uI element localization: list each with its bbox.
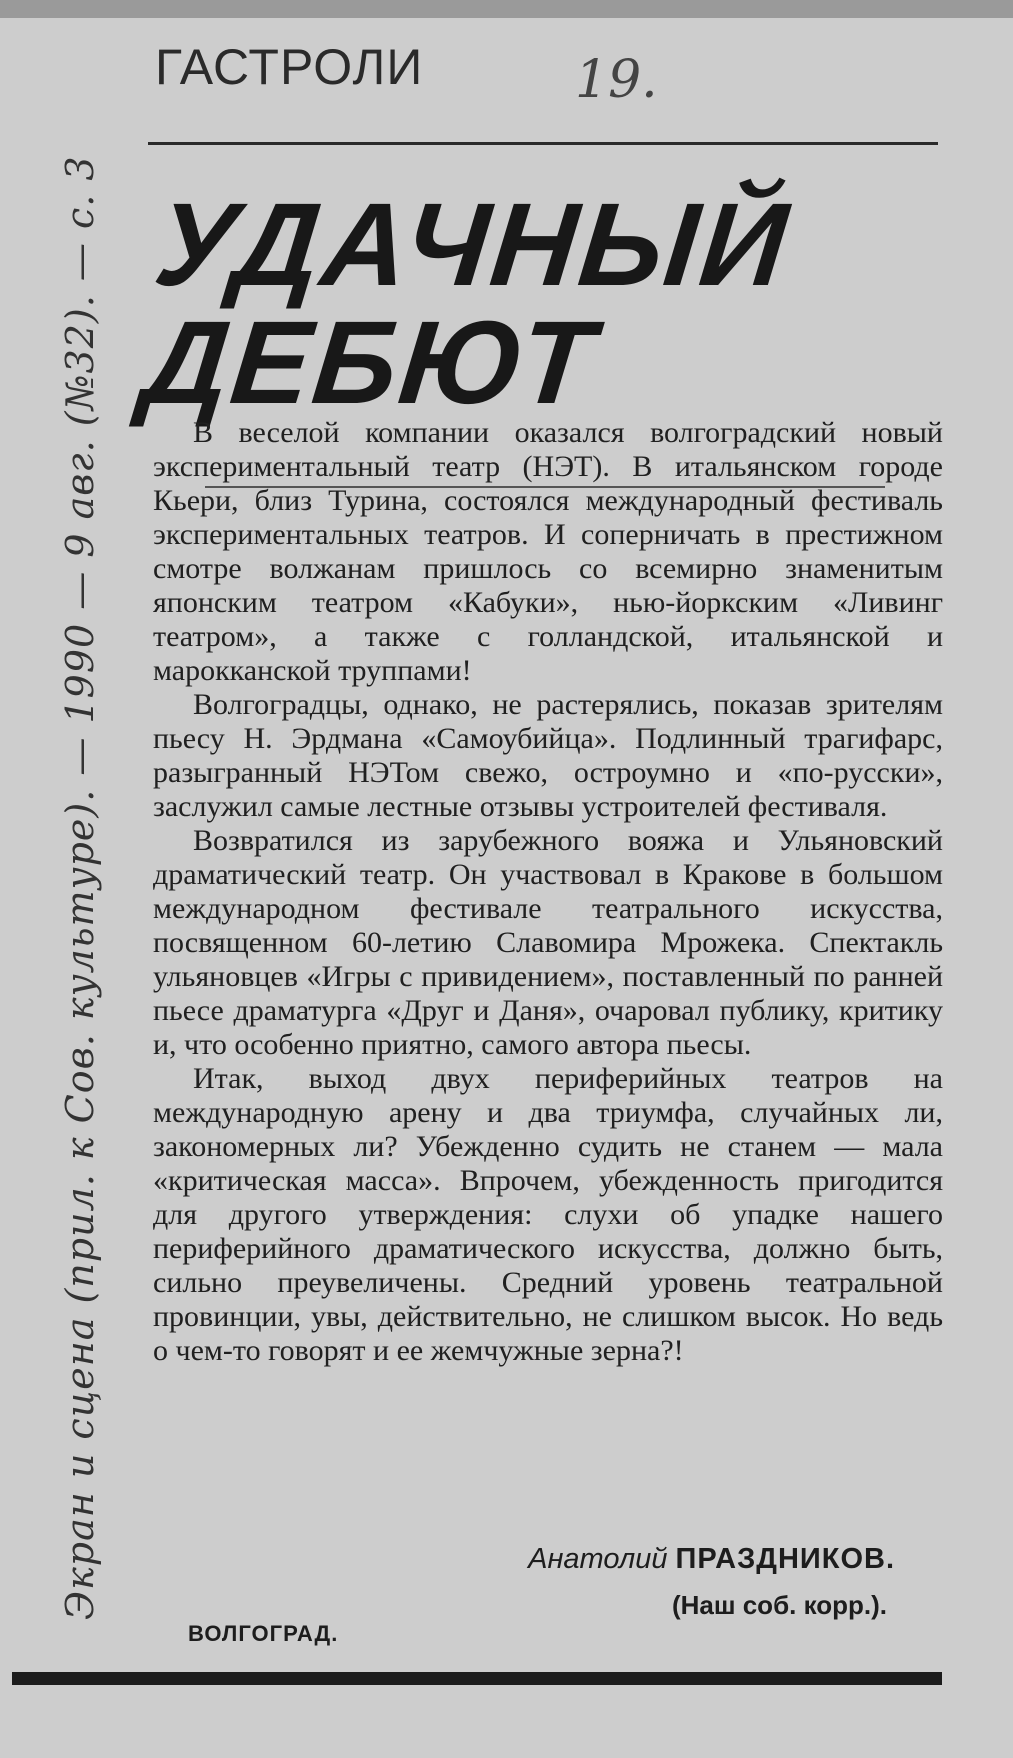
article-body xyxy=(153,416,943,1368)
headline-line-2: ДЕБЮТ xyxy=(136,297,603,429)
paragraph: Возвратился из зарубежного вояжа и Ульяновский драматический театр. Он участвовал в Кракове в большом международном фестивале театрального искусства, посвященном 60-летию Славомира Мрожека. Спектакль ульяновцев «Игры с привидением», поставленный по ранней пьесе драматурга «Друг и Даня», очаровал публику, критику и, что особенно приятно, самого автора пьесы. xyxy=(153,824,943,1061)
dateline: ВОЛГОГРАД. xyxy=(188,1621,339,1646)
author-first-name: Анатолий xyxy=(528,1543,668,1575)
author-signature xyxy=(528,1543,895,1576)
author-affiliation: (Наш соб. корр.). xyxy=(671,1590,887,1620)
bottom-rule xyxy=(12,1672,942,1685)
handwritten-page-mark: 19. xyxy=(575,50,658,110)
paragraph: В веселой компании оказался волгоградский новый экспериментальный театр (НЭТ). В итальянском городе Кьери, близ Турина, состоялся международный фестиваль экспериментальных театров. И соперничать в престижном смотре волжанам пришлось со всемирно знаменитым японским театром «Кабуки», нью-йоркским «Ливинг театром», а также с голландской, итальянской и марокканской труппами! xyxy=(153,416,943,687)
rubric-divider xyxy=(148,142,938,145)
article-headline xyxy=(136,179,796,429)
section-rubric: ГАСТРОЛИ xyxy=(155,39,424,95)
paragraph: Волгоградцы, однако, не растерялись, показав зрителям пьесу Н. Эрдмана «Самоубийца». Подлинный трагифарс, разыгранный НЭТом свежо, остроумно и «по-русски», заслужил самые лестные отзывы устроителей фестиваля. xyxy=(153,688,943,823)
handwritten-margin-note: Экран и сцена (прил. к Сов. культуре). — 1990 — 9 авг. (№32). — с. 3 xyxy=(58,155,102,1620)
paragraph: Итак, выход двух периферийных театров на международную арену и два триумфа, случайных ли, закономерных ли? Убежденно судить не станем — мала «критическая масса». Впрочем, убежденность пригодится для другого утверждения: слухи об упадке нашего периферийного драматического искусства, должно быть, сильно преувеличены. Средний уровень театральной провинции, увы, действительно, не слишком высок. Но ведь о чем-то говорят и ее жемчужные зерна?! xyxy=(153,1062,943,1367)
author-last-name: ПРАЗДНИКОВ. xyxy=(675,1543,895,1575)
scan-border xyxy=(0,0,1013,18)
headline-line-1: УДАЧНЫЙ xyxy=(149,179,796,311)
